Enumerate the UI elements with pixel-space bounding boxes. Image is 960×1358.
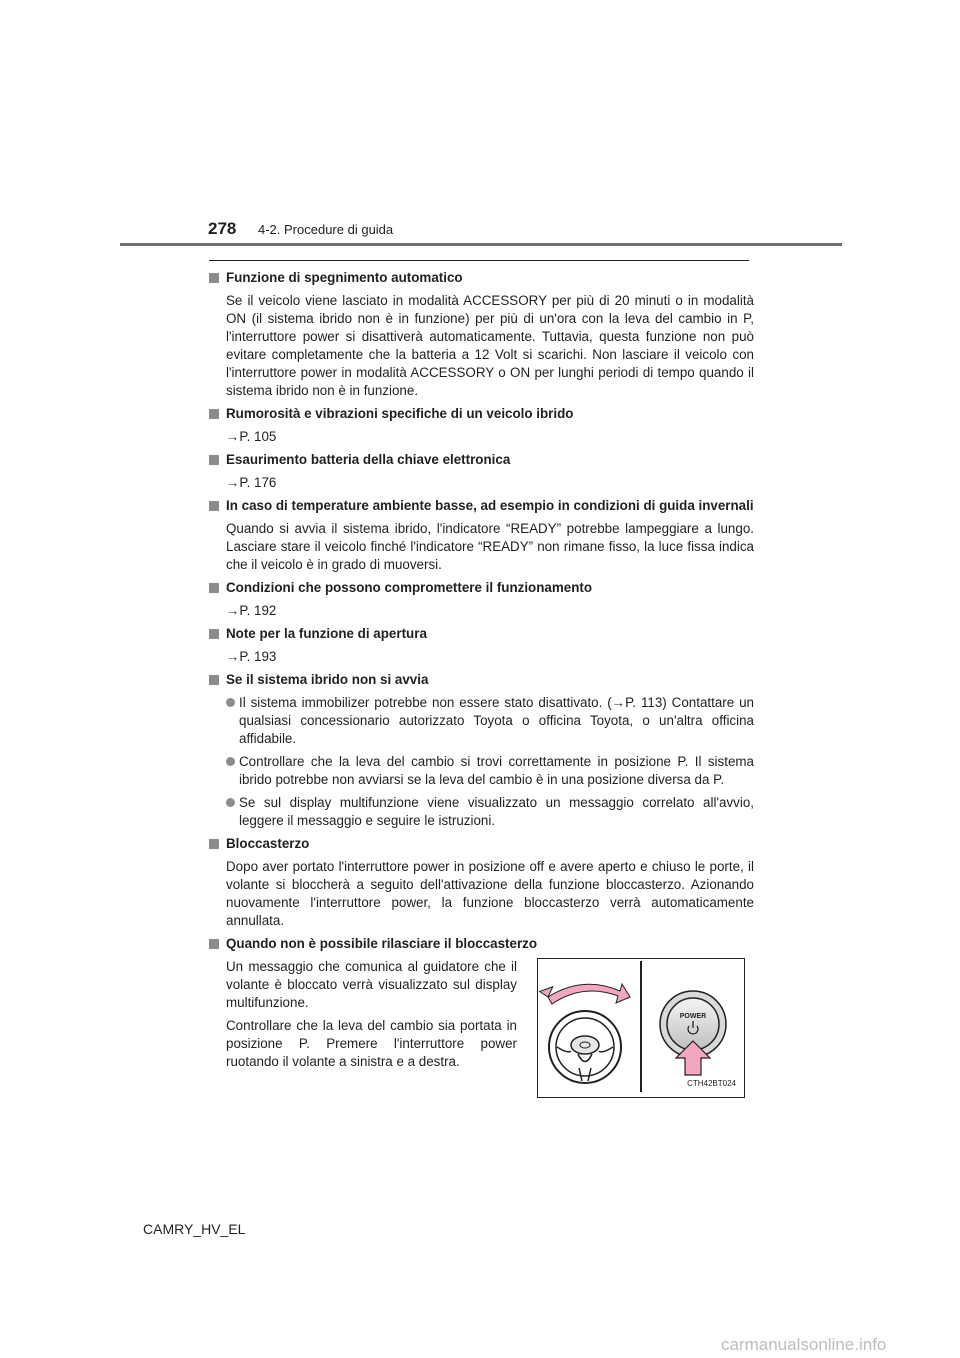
heading-conditions: Condizioni che possono compromettere il funzionamento <box>209 579 754 597</box>
page-reference: →P. 105 <box>226 429 277 444</box>
circle-bullet-icon <box>226 698 235 707</box>
page-reference: →P. 176 <box>226 475 277 490</box>
square-bullet-icon <box>209 409 219 419</box>
square-bullet-icon <box>209 629 219 639</box>
paragraph-steering-lock: Dopo aver portato l'interruttore power in posizione off e avere aperto e chiuso le porte, il volante si bloccherà a seguito dell'attivazione della funzione bloccasterzo. Azionando nuovamente l'interruttore power, la funzione bloccasterzo verrà automaticamente annullata. <box>226 859 754 928</box>
heading-auto-off: Funzione di spegnimento automatico <box>209 269 754 287</box>
paragraph-lock-instructions: Controllare che la leva del cambio sia portata in posizione P. Premere l'interruttore power ruotando il volante a sinistra e a destra. <box>226 1018 517 1069</box>
content-divider <box>209 260 749 261</box>
footer-model: CAMRY_HV_EL <box>143 1221 246 1237</box>
page-number: 278 <box>208 219 237 238</box>
steering-power-illustration <box>537 958 745 1098</box>
heading-unlock-notes: Note per la funzione di apertura <box>209 625 754 643</box>
release-lock-text <box>209 958 517 1076</box>
list-item: Controllare che la leva del cambio si trovi correttamente in posizione P. Il sistema ibrido potrebbe non avviarsi se la leva del cambio è in una posizione diversa da P. <box>209 753 754 789</box>
power-button-label: POWER <box>679 1013 707 1020</box>
watermark: carmanualsonline.info <box>721 1335 887 1354</box>
square-bullet-icon <box>209 583 219 593</box>
paragraph-lock-message: Un messaggio che comunica al guidatore che il volante è bloccato verrà visualizzato sul display multifunzione. <box>226 959 517 1010</box>
heading-no-start: Se il sistema ibrido non si avvia <box>209 671 754 689</box>
release-lock-block <box>209 958 754 1098</box>
page-content <box>209 269 754 1098</box>
list-item: Il sistema immobilizer potrebbe non essere stato disattivato. (→P. 113) Contattare un qualsiasi concessionario autorizzato Toyota o officina Toyota, o un'altra officina affidabile. <box>209 694 754 748</box>
heading-steering-lock: Bloccasterzo <box>209 835 754 853</box>
heading-noise: Rumorosità e vibrazioni specifiche di un veicolo ibrido <box>209 405 754 423</box>
square-bullet-icon <box>209 455 219 465</box>
heading-low-temperature: In caso di temperature ambiente basse, ad esempio in condizioni di guida invernali <box>209 497 754 515</box>
rotation-arrow-icon <box>540 984 630 1004</box>
figure-code: CTH42BT024 <box>687 1079 736 1088</box>
square-bullet-icon <box>209 501 219 511</box>
square-bullet-icon <box>209 839 219 849</box>
page-reference: →P. 193 <box>226 649 277 664</box>
circle-bullet-icon <box>226 757 235 766</box>
section-title: 4-2. Procedure di guida <box>258 222 394 237</box>
square-bullet-icon <box>209 273 219 283</box>
header-divider <box>120 243 842 246</box>
square-bullet-icon <box>209 939 219 949</box>
steering-wheel-icon <box>549 1011 621 1083</box>
circle-bullet-icon <box>226 798 235 807</box>
heading-key-battery: Esaurimento batteria della chiave elettronica <box>209 451 754 469</box>
heading-release-lock: Quando non è possibile rilasciare il bloccasterzo <box>209 935 754 953</box>
square-bullet-icon <box>209 675 219 685</box>
page-reference: →P. 192 <box>226 603 277 618</box>
list-item: Se sul display multifunzione viene visualizzato un messaggio correlato all'avvio, leggere il messaggio e seguire le istruzioni. <box>209 794 754 830</box>
paragraph-low-temperature: Quando si avvia il sistema ibrido, l'indicatore “READY” potrebbe lampeggiare a lungo. Lasciare stare il veicolo finché l'indicatore “READY” non rimane fisso, la luce fissa indica che il veicolo è in grado di muoversi. <box>226 521 754 572</box>
paragraph-auto-off: Se il veicolo viene lasciato in modalità ACCESSORY per più di 20 minuti o in modalità ON (il sistema ibrido non è in funzione) per più di un'ora con la leva del cambio in P, l'interruttore power si disattiverà automaticamente. Tuttavia, questa funzione non può evitare completamente che la batteria a 12 Volt si scarichi. Non lasciare il veicolo con l'interruttore power in modalità ACCESSORY o ON per lunghi periodi di tempo quando il sistema ibrido non è in funzione. <box>226 293 754 398</box>
